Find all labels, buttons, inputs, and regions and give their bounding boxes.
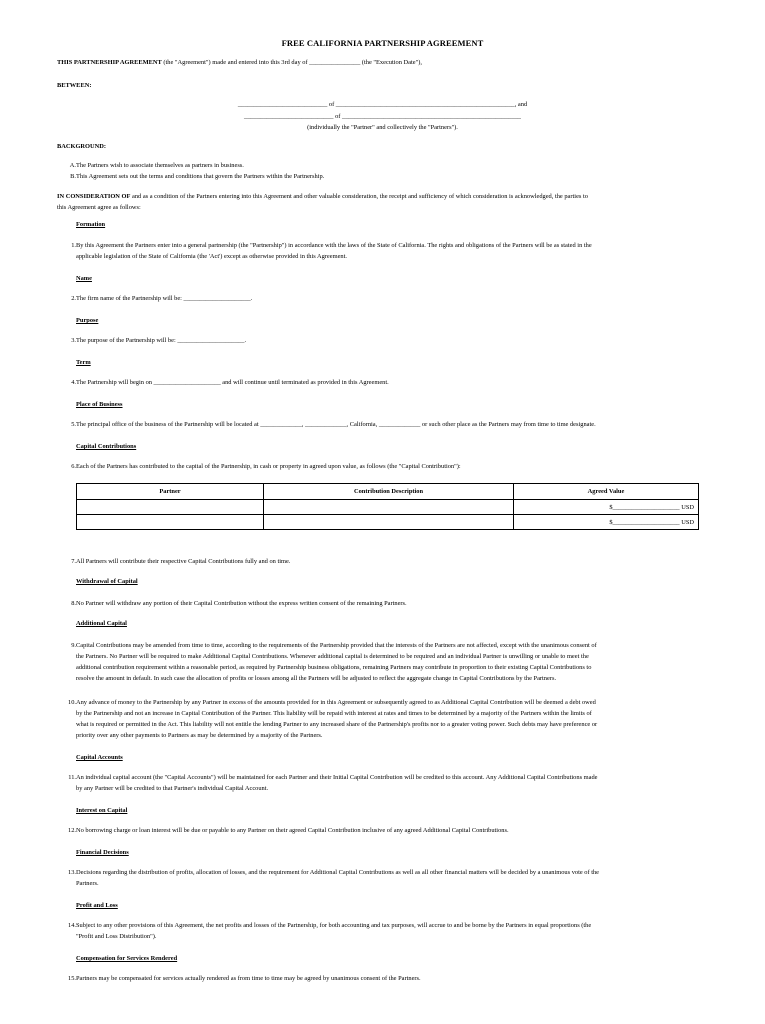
clause-text: No Partner will withdraw any portion of their Capital Contribution without the express written consent of the remaining Partners. (76, 600, 407, 607)
between-heading: BETWEEN: (57, 82, 92, 89)
partner-cell (77, 515, 264, 530)
clause-text: Decisions regarding the distribution of profits, allocation of losses, and the requirement for Additional Capital Contributions as well as all other financial matters will be decided by a unanimous vote of the (76, 869, 600, 876)
clause-number: 11. (68, 774, 76, 781)
party-line-2: ____________________________ of ________________________________________________________ (244, 113, 521, 120)
clause-text: applicable legislation of the State of California (the 'Act') except as otherwise provided in this Agreement. (76, 253, 347, 260)
clause-text: All Partners will contribute their respective Capital Contributions fully and on time. (76, 558, 291, 565)
party-definition: (individually the "Partner" and collectively the "Partners"). (307, 124, 458, 131)
column-header-partner: Partner (77, 484, 264, 500)
consideration-line-2: this Agreement agree as follows: (57, 204, 141, 211)
background-item-text: The Partners wish to associate themselves as partners in business. (76, 162, 244, 169)
clause-text: priority over any other payments to Partners as may be determined by a majority of the Partners. (76, 732, 323, 739)
clause-number: 10. (68, 699, 76, 706)
clause-text: The Partnership will begin on _____________________ and will continue until terminated as provided in this Agreement. (76, 379, 389, 386)
description-cell (264, 515, 514, 530)
table-row (77, 515, 699, 530)
intro-lead: THIS PARTNERSHIP AGREEMENT (57, 59, 162, 66)
clause-number: 14. (68, 922, 76, 929)
clause-text: additional contribution requirement within a reasonable period, as required by Partnership business obligations, remaining Partners may contribute in proportion to their existing Capital Contributions to (76, 664, 592, 671)
section-heading-formation: Formation (76, 221, 106, 228)
clause-number: 15. (68, 975, 76, 982)
clause-text: The firm name of the Partnership will be: _____________________. (76, 295, 253, 302)
clause-text: "Profit and Loss Distribution"). (76, 933, 157, 940)
section-heading-profit: Profit and Loss (76, 902, 118, 909)
clause-text: Any advance of money to the Partnership by any Partner in excess of the amounts provided for in this Agreement or subsequently agreed to as Additional Capital Contribution will be deemed a debt owed (76, 699, 596, 706)
document-title: FREE CALIFORNIA PARTNERSHIP AGREEMENT (281, 38, 484, 48)
clause-text: what is required or permitted in the Act. This liability will not entitle the lending Partner to any increased share of the Partnership's profits nor to a greater voting power. Such debts may have preference or (76, 721, 598, 728)
section-heading-additional: Additional Capital (76, 620, 127, 627)
section-heading-compensation: Compensation for Services Rendered (76, 955, 178, 962)
section-heading-place: Place of Business (76, 401, 123, 408)
clause-number: 1. (71, 242, 76, 249)
clause-number: 4. (71, 379, 76, 386)
clause-number: 9. (71, 642, 76, 649)
clause-text: resolve the amount in default. In such case the allocation of profits or losses among all the Partners will be adjusted to reflect the aggregate change in Capital Contributions by the Partners. (76, 675, 557, 682)
clause-text: No borrowing charge or loan interest will be due or payable to any Partner on their agreed Capital Contribution inclusive of any agreed Additional Capital Contributions. (76, 827, 509, 834)
background-heading: BACKGROUND: (57, 143, 106, 150)
clause-text: Capital Contributions may be amended from time to time, according to the requirements of the Partnership provided that the interests of the Partners are not affected, except with the unanimous consent of (76, 642, 597, 649)
section-heading-purpose: Purpose (76, 317, 99, 324)
section-heading-withdrawal: Withdrawal of Capital (76, 578, 138, 585)
clause-number: 6. (71, 463, 76, 470)
table-header-row (77, 484, 699, 500)
section-heading-financial: Financial Decisions (76, 849, 129, 856)
section-heading-capital: Capital Contributions (76, 443, 137, 450)
background-item-label: A. (69, 162, 76, 169)
clause-text: Each of the Partners has contributed to the capital of the Partnership, in cash or property in agreed upon value, as follows (the "Capital Contribution"): (76, 463, 461, 470)
value-cell: $_____________________ USD (514, 515, 699, 530)
value-cell: $_____________________ USD (514, 500, 699, 515)
clause-text: By this Agreement the Partners enter into a general partnership (the "Partnership") in accordance with the laws of the State of California. The rights and obligations of the Partners will be as stated in the (76, 242, 592, 249)
table-row (77, 500, 699, 515)
clause-text: An individual capital account (the "Capital Accounts") will be maintained for each Partner and their Initial Capital Contribution will be credited to this account. Any Additional Capital Contributions made (76, 774, 598, 781)
consideration-lead: IN CONSIDERATION OF (57, 193, 131, 200)
column-header-description: Contribution Description (264, 484, 514, 500)
clause-number: 5. (71, 421, 76, 428)
section-heading-name: Name (76, 275, 92, 282)
clause-text: The purpose of the Partnership will be: _____________________. (76, 337, 247, 344)
clause-number: 7. (71, 558, 76, 565)
clause-text: Partners may be compensated for services actually rendered as from time to time may be agreed by unanimous consent of the Partners. (76, 975, 421, 982)
clause-number: 12. (68, 827, 76, 834)
background-item-text: This Agreement sets out the terms and conditions that govern the Partners within the Partnership. (76, 173, 325, 180)
description-cell (264, 500, 514, 515)
clause-number: 3. (71, 337, 76, 344)
section-heading-term: Term (76, 359, 91, 366)
clause-number: 8. (71, 600, 76, 607)
clause-text: the Partners. No Partner will be required to make Additional Capital Contributions. Whenever additional capital is determined to be required and an individual Partner is unwilling or unable to meet the (76, 653, 589, 660)
clause-text: by the Partnership and not an increase in Capital Contribution of the Partner. This liability will be repaid with interest at rates and times to be determined by a majority of the Partners within the limits of (76, 710, 592, 717)
clause-number: 13. (68, 869, 76, 876)
section-heading-accounts: Capital Accounts (76, 754, 123, 761)
intro-text: (the "Agreement") made and entered into this 3rd day of ________________ (the "Execution Date"), (163, 59, 422, 66)
clause-text: Partners. (76, 880, 99, 887)
clause-text: by any Partner will be credited to that Partner's individual Capital Account. (76, 785, 269, 792)
clause-text: Subject to any other provisions of this Agreement, the net profits and losses of the Partnership, for both accounting and tax purposes, will accrue to and be borne by the Partners in equal proportions (the (76, 922, 592, 929)
section-heading-interest: Interest on Capital (76, 807, 128, 814)
background-item-label: B. (70, 173, 76, 180)
party-line-1: ____________________________ of ________________________________________________________, and (237, 101, 528, 108)
clause-number: 2. (71, 295, 76, 302)
consideration-text: and as a condition of the Partners entering into this Agreement and other valuable consideration, the receipt and sufficiency of which consideration is acknowledged, the parties to (132, 193, 588, 200)
intro-paragraph (57, 57, 422, 68)
partner-cell (77, 500, 264, 515)
column-header-value: Agreed Value (514, 484, 699, 500)
capital-contributions-table (76, 483, 699, 530)
consideration-paragraph (57, 191, 588, 202)
clause-text: The principal office of the business of the Partnership will be located at _____________, _____________, California, _____________ or such other place as the Partners may from time to time designate. (76, 421, 596, 428)
